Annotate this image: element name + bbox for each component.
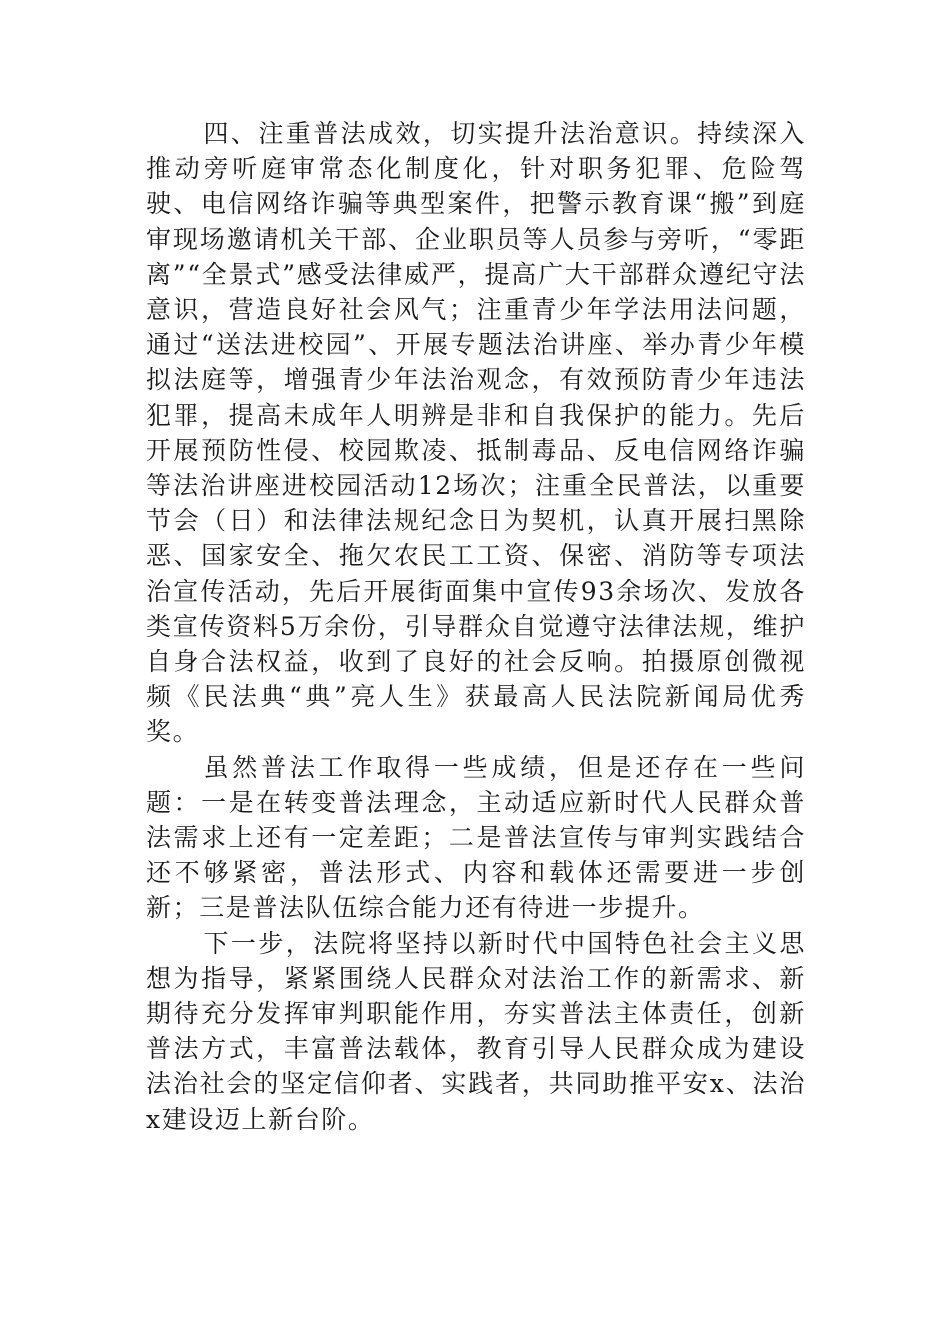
- paragraph-next-steps: 下一步，法院将坚持以新时代中国特色社会主义思想为指导，紧紧围绕人民群众对法治工作的新需求、新期待充分发挥审判职能作用，夯实普法主体责任，创新普法方式，丰富普法载体，教育引导人民群众成为建设法治社会的坚定信仰者、实践者，共同助推平安x、法治x建设迈上新台阶。: [146, 928, 806, 1134]
- paragraph-legal-education-results: 四、注重普法成效，切实提升法治意识。持续深入推动旁听庭审常态化制度化，针对职务犯罪、危险驾驶、电信网络诈骗等典型案件，把警示教育课“搬”到庭审现场邀请机关干部、企业职员等人员参与旁听，“零距离”“全景式”感受法律威严，提高广大干部群众遵纪守法意识，营造良好社会风气；注重青少年学法用法问题，通过“送法进校园”、开展专题法治讲座、举办青少年模拟法庭等，增强青少年法治观念，有效预防青少年违法犯罪，提高未成年人明辨是非和自我保护的能力。先后开展预防性侵、校园欺凌、抵制毒品、反电信网络诈骗等法治讲座进校园活动12场次；注重全民普法，以重要节会（日）和法律法规纪念日为契机，认真开展扫黑除恶、国家安全、拖欠农民工工资、保密、消防等专项法治宣传活动，先后开展街面集中宣传93余场次、发放各类宣传资料5万余份，引导群众自觉遵守法律法规，维护自身合法权益，收到了良好的社会反响。拍摄原创微视频《民法典“典”亮人生》获最高人民法院新闻局优秀奖。: [146, 119, 806, 747]
- document-body: [146, 116, 806, 1137]
- paragraph-existing-problems: 虽然普法工作取得一些成绩，但是还存在一些问题：一是在转变普法理念，主动适应新时代人民群众普法需求上还有一定差距；二是普法宣传与审判实践结合还不够紧密，普法形式、内容和载体还需要进一步创新；三是普法队伍综合能力还有待进一步提升。: [146, 752, 806, 923]
